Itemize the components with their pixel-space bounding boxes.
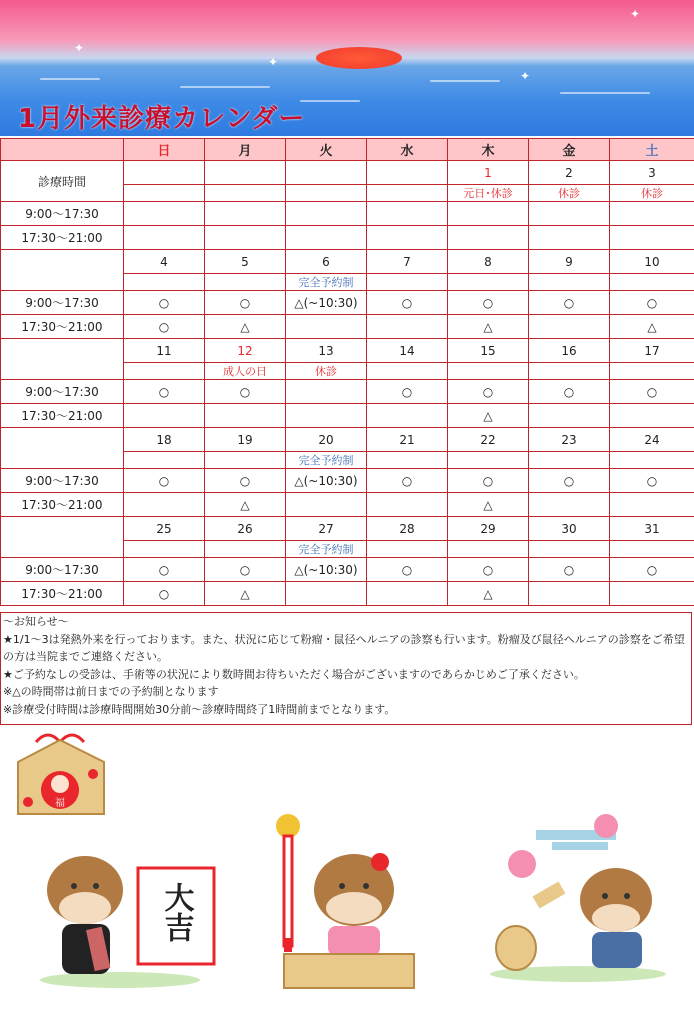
slot1-label: 9:00～17:30 — [1, 469, 124, 493]
day-note — [205, 185, 286, 202]
slot1-status — [610, 202, 694, 226]
slot2-status: △ — [448, 404, 529, 428]
weekday-sun: 日 — [124, 139, 205, 161]
slot1-row — [1, 558, 694, 582]
day-note — [367, 274, 448, 291]
day-note — [610, 541, 694, 558]
date-cell: 6 — [286, 250, 367, 274]
date-cell: 2 — [529, 161, 610, 185]
slot1-status: ○ — [529, 380, 610, 404]
slot1-row — [1, 291, 694, 315]
weekday-fri: 金 — [529, 139, 610, 161]
slot1-status — [205, 202, 286, 226]
slot1-status — [448, 202, 529, 226]
slot1-status: △(~10:30) — [286, 469, 367, 493]
notice-line: ※△の時間帯は前日までの予約制となります — [3, 685, 219, 698]
slot2-status — [286, 315, 367, 339]
date-cell: 9 — [529, 250, 610, 274]
date-cell: 20 — [286, 428, 367, 452]
slot2-status — [529, 582, 610, 606]
day-note — [367, 541, 448, 558]
slot2-status — [610, 582, 694, 606]
day-note: 休診 — [610, 185, 694, 202]
slot1-status — [124, 202, 205, 226]
slot1-status: ○ — [448, 469, 529, 493]
hours-label-cell — [1, 517, 124, 558]
day-note — [124, 185, 205, 202]
slot1-status: ○ — [610, 291, 694, 315]
hours-label-cell: 診療時間 — [1, 161, 124, 202]
slot1-status: ○ — [124, 291, 205, 315]
slot2-status: △ — [448, 493, 529, 517]
date-cell: 12 — [205, 339, 286, 363]
day-note: 完全予約制 — [286, 452, 367, 469]
day-note — [124, 541, 205, 558]
slot1-status: ○ — [367, 380, 448, 404]
day-note — [529, 541, 610, 558]
slot1-status: ○ — [448, 558, 529, 582]
day-note — [448, 274, 529, 291]
slot2-status — [286, 404, 367, 428]
slot1-status — [529, 202, 610, 226]
date-cell: 25 — [124, 517, 205, 541]
slot2-status: △ — [610, 315, 694, 339]
date-cell: 26 — [205, 517, 286, 541]
date-cell: 19 — [205, 428, 286, 452]
slot2-status — [529, 404, 610, 428]
slot2-status — [448, 226, 529, 250]
weekday-mon: 月 — [205, 139, 286, 161]
day-note: 休診 — [529, 185, 610, 202]
day-note — [610, 274, 694, 291]
date-row — [1, 339, 694, 363]
date-cell: 28 — [367, 517, 448, 541]
slot2-status: ○ — [124, 315, 205, 339]
daruma-label: 福 — [55, 798, 65, 809]
slot2-label: 17:30～21:00 — [1, 582, 124, 606]
date-cell: 1 — [448, 161, 529, 185]
slot1-status: ○ — [124, 469, 205, 493]
day-note — [529, 274, 610, 291]
date-cell: 16 — [529, 339, 610, 363]
slot2-status — [610, 226, 694, 250]
slot2-status: ○ — [124, 582, 205, 606]
slot2-row — [1, 493, 694, 517]
slot2-row — [1, 315, 694, 339]
day-note — [124, 363, 205, 380]
slot1-row — [1, 380, 694, 404]
slot2-row — [1, 404, 694, 428]
date-row — [1, 250, 694, 274]
slot2-status: △ — [448, 582, 529, 606]
daruma-ema-illustration — [8, 728, 118, 820]
slot1-status: ○ — [448, 291, 529, 315]
slot1-status — [286, 380, 367, 404]
slot2-status — [367, 493, 448, 517]
slot1-status: ○ — [529, 558, 610, 582]
slot2-status — [286, 493, 367, 517]
date-cell: 31 — [610, 517, 694, 541]
slot2-label: 17:30～21:00 — [1, 315, 124, 339]
slot2-status — [529, 226, 610, 250]
slot2-status: △ — [205, 493, 286, 517]
slot1-status: ○ — [448, 380, 529, 404]
date-row — [1, 161, 694, 185]
day-note — [448, 452, 529, 469]
notice-line: ★ご予約なしの受診は、手術等の状況により数時間お待ちいただく場合がございますのであらかじめご了承ください。 — [3, 667, 585, 681]
slot1-status: ○ — [205, 469, 286, 493]
day-note — [529, 363, 610, 380]
slot2-status — [367, 226, 448, 250]
slot2-status: △ — [205, 315, 286, 339]
date-cell: 15 — [448, 339, 529, 363]
day-note — [367, 363, 448, 380]
date-cell: 11 — [124, 339, 205, 363]
slot1-status: △(~10:30) — [286, 291, 367, 315]
slot2-status — [286, 226, 367, 250]
date-cell — [286, 161, 367, 185]
date-cell: 4 — [124, 250, 205, 274]
slot1-status: ○ — [124, 558, 205, 582]
slot1-row — [1, 469, 694, 493]
slot2-label: 17:30～21:00 — [1, 226, 124, 250]
slot1-status: ○ — [529, 291, 610, 315]
slot2-status — [529, 493, 610, 517]
slot2-status — [286, 582, 367, 606]
date-cell: 14 — [367, 339, 448, 363]
slot1-label: 9:00～17:30 — [1, 380, 124, 404]
date-cell: 13 — [286, 339, 367, 363]
date-cell: 8 — [448, 250, 529, 274]
slot2-status — [367, 315, 448, 339]
day-note — [367, 185, 448, 202]
date-cell — [205, 161, 286, 185]
date-cell: 21 — [367, 428, 448, 452]
omikuji-label: 大吉 — [158, 882, 194, 942]
slot1-label: 9:00～17:30 — [1, 291, 124, 315]
date-row — [1, 428, 694, 452]
day-note — [124, 452, 205, 469]
clinic-calendar-table — [0, 138, 694, 606]
weekday-wed: 水 — [367, 139, 448, 161]
slot1-status: ○ — [205, 380, 286, 404]
day-note — [205, 541, 286, 558]
notice-line: ※診療受付時間は診療時間開始30分前～診療時間終了1時間前までとなります。 — [3, 702, 396, 716]
date-cell: 23 — [529, 428, 610, 452]
slot2-status — [124, 404, 205, 428]
date-cell: 24 — [610, 428, 694, 452]
slot1-status: ○ — [610, 558, 694, 582]
date-row — [1, 517, 694, 541]
slot2-status — [610, 493, 694, 517]
slot1-status — [367, 202, 448, 226]
date-cell: 3 — [610, 161, 694, 185]
slot2-status — [205, 226, 286, 250]
slot1-status: ○ — [610, 469, 694, 493]
slot2-status — [124, 493, 205, 517]
horse-omikuji-illustration — [30, 820, 230, 990]
weekday-tue: 火 — [286, 139, 367, 161]
date-cell: 27 — [286, 517, 367, 541]
slot1-status: ○ — [124, 380, 205, 404]
slot1-status: ○ — [367, 291, 448, 315]
header-blank — [1, 139, 124, 161]
slot2-status — [610, 404, 694, 428]
slot1-row — [1, 202, 694, 226]
sunrise-image — [316, 47, 402, 69]
weekday-thu: 木 — [448, 139, 529, 161]
slot1-status: ○ — [367, 558, 448, 582]
day-note — [124, 274, 205, 291]
slot2-label: 17:30～21:00 — [1, 493, 124, 517]
day-note — [529, 452, 610, 469]
slot2-status: △ — [205, 582, 286, 606]
day-note — [610, 363, 694, 380]
date-cell: 29 — [448, 517, 529, 541]
slot1-label: 9:00～17:30 — [1, 558, 124, 582]
date-cell: 22 — [448, 428, 529, 452]
notice-heading: ～お知らせ～ — [3, 615, 69, 628]
day-note — [448, 541, 529, 558]
slot2-status — [124, 226, 205, 250]
slot1-status: ○ — [529, 469, 610, 493]
day-note: 元日･休診 — [448, 185, 529, 202]
slot2-status: △ — [448, 315, 529, 339]
horse-bell-illustration — [262, 808, 432, 998]
day-note — [286, 185, 367, 202]
page-title: 1月外来診療カレンダー — [18, 104, 306, 134]
slot1-status: △(~10:30) — [286, 558, 367, 582]
date-cell: 30 — [529, 517, 610, 541]
header-banner: ✦ ✦ ✦ ✦ 1月外来診療カレンダー — [0, 0, 694, 136]
slot1-label: 9:00～17:30 — [1, 202, 124, 226]
day-note — [367, 452, 448, 469]
date-cell: 17 — [610, 339, 694, 363]
hours-label-cell — [1, 250, 124, 291]
date-cell — [124, 161, 205, 185]
slot1-status: ○ — [205, 558, 286, 582]
slot2-status — [367, 582, 448, 606]
date-cell: 18 — [124, 428, 205, 452]
notice-box — [0, 612, 692, 725]
date-cell: 5 — [205, 250, 286, 274]
weekday-header-row — [1, 139, 694, 161]
day-note: 成人の日 — [205, 363, 286, 380]
day-note — [205, 274, 286, 291]
slot2-row — [1, 582, 694, 606]
day-note — [610, 452, 694, 469]
date-cell — [367, 161, 448, 185]
weekday-sat: 土 — [610, 139, 694, 161]
date-cell: 7 — [367, 250, 448, 274]
hours-label-cell — [1, 339, 124, 380]
day-note: 休診 — [286, 363, 367, 380]
slot1-status — [286, 202, 367, 226]
slot2-status — [205, 404, 286, 428]
notice-line: ★1/1～3は発熱外来を行っております。また、状況に応じて粉瘤・鼠径ヘルニアの診察も行います。粉瘤及び鼠径ヘルニアの診察をご希望の方は当院までご連絡ください。 — [3, 632, 685, 663]
slot2-status — [367, 404, 448, 428]
slot1-status: ○ — [205, 291, 286, 315]
slot2-label: 17:30～21:00 — [1, 404, 124, 428]
day-note — [205, 452, 286, 469]
hours-label-cell — [1, 428, 124, 469]
slot1-status: ○ — [610, 380, 694, 404]
slot2-status — [529, 315, 610, 339]
date-cell: 10 — [610, 250, 694, 274]
day-note: 完全予約制 — [286, 541, 367, 558]
day-note: 完全予約制 — [286, 274, 367, 291]
horse-mochi-illustration — [486, 808, 676, 988]
slot2-row — [1, 226, 694, 250]
slot1-status: ○ — [367, 469, 448, 493]
day-note — [448, 363, 529, 380]
